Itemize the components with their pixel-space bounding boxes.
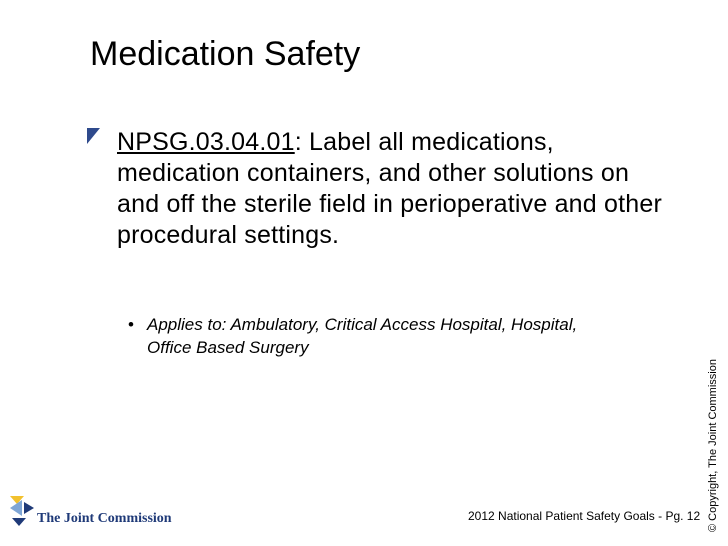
standard-code-link[interactable]: NPSG.03.04.01	[117, 128, 295, 156]
page-footer-label: 2012 National Patient Safety Goals - Pg. 12	[468, 509, 701, 523]
main-bullet-text	[117, 127, 677, 251]
standard-description: : Label all medications, medication containers, and other solutions on and off the sterile field in perioperative and other procedural settings.	[117, 128, 663, 249]
sub-bullet-dot: •	[128, 315, 134, 334]
copyright-notice: © Copyright, The Joint Commission	[707, 359, 719, 532]
triangle-bullet-icon	[86, 126, 104, 152]
applies-to-text: Applies to: Ambulatory, Critical Access Hospital, Hospital, Office Based Surgery	[147, 315, 578, 357]
logo-text: The Joint Commission	[37, 511, 172, 526]
slide-title: Medication Safety	[90, 35, 361, 73]
